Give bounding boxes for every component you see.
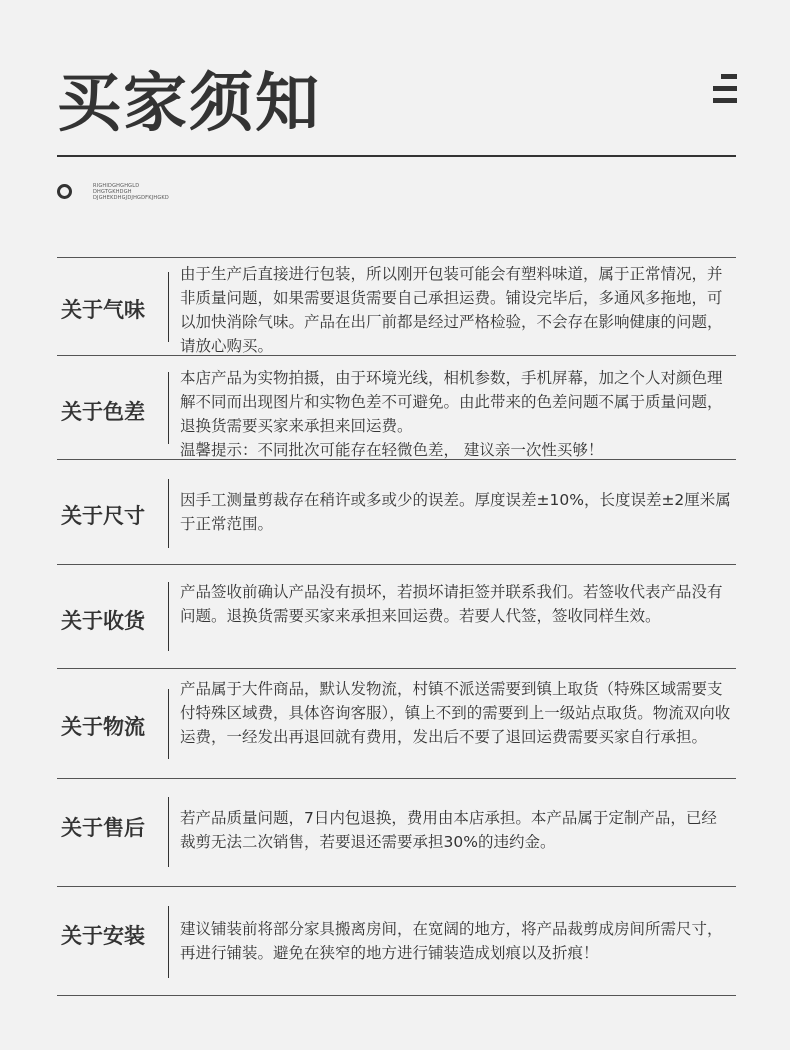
- decorative-text: [93, 183, 169, 201]
- section-text: [180, 366, 732, 462]
- section-text: 产品属于大件商品，默认发物流，村镇不派送需要到镇上取货（特殊区域需要支付特殊区域费，具体咨询客服），镇上不到的需要到上一级站点取货。物流双向收运费，一经发出再退回就有费用，发出后不要了退回运费需要买家自行承担。: [180, 680, 731, 746]
- section-text-tip: 温馨提示：不同批次可能存在轻微色差， 建议亲一次性买够！: [180, 441, 604, 459]
- section-label: 关于气味: [61, 298, 145, 322]
- section-color: [57, 355, 736, 460]
- section-label: 关于尺寸: [61, 504, 145, 528]
- section-label: 关于售后: [61, 816, 145, 840]
- section-receiving: [57, 564, 736, 669]
- section-divider: [168, 689, 169, 759]
- section-text: 若产品质量问题，7日内包退换，费用由本店承担。本产品属于定制产品，已经裁剪无法二次销售，若要退还需要承担30%的违约金。: [180, 809, 717, 851]
- section-text-main: 本店产品为实物拍摄，由于环境光线，相机参数，手机屏幕，加之个人对颜色理解不同而出现图片和实物色差不可避免。由此带来的色差问题不属于质量问题，退换货需要买家来承担来回运费。: [180, 369, 723, 435]
- section-text: 产品签收前确认产品没有损坏，若损坏请拒签并联系我们。若签收代表产品没有问题。退换货需要买家来承担来回运费。若要人代签，签收同样生效。: [180, 583, 723, 625]
- section-divider: [168, 272, 169, 342]
- circle-icon: [57, 184, 72, 199]
- section-after-sales: [57, 778, 736, 887]
- section-text: 由于生产后直接进行包装，所以刚开包装可能会有塑料味道，属于正常情况，并非质量问题，如果需要退货需要自己承担运费。铺设完毕后，多通风多拖地，可以加快消除气味。产品在出厂前都是经过严格检验，不会存在影响健康的问题，请放心购买。: [180, 265, 723, 355]
- section-smell: [57, 257, 736, 356]
- section-logistics: [57, 668, 736, 779]
- section-divider: [168, 372, 169, 444]
- page-title: 买家须知: [57, 67, 321, 141]
- section-divider: [168, 797, 169, 867]
- section-label: 关于收货: [61, 609, 145, 633]
- decorative-line-1: RIGHIDGHGHGLD: [93, 183, 140, 189]
- section-divider: [168, 479, 169, 548]
- section-installation: [57, 886, 736, 996]
- section-text: 建议铺装前将部分家具搬离房间，在宽阔的地方，将产品裁剪成房间所需尺寸，再进行铺装。避免在狭窄的地方进行铺装造成划痕以及折痕！: [180, 920, 723, 962]
- section-label: 关于安装: [61, 924, 145, 948]
- menu-icon[interactable]: [713, 74, 737, 104]
- section-divider: [168, 906, 169, 978]
- section-label: 关于物流: [61, 715, 145, 739]
- decorative-line-3: DJGHEKDHGJDJHGDFKJHGKD: [93, 195, 169, 201]
- header-divider: [57, 155, 736, 157]
- section-divider: [168, 582, 169, 651]
- section-text: 因手工测量剪裁存在稍许或多或少的误差。厚度误差±10%，长度误差±2厘米属于正常范围。: [180, 491, 731, 533]
- decorative-line-2: DHGTGKHDGH: [93, 189, 132, 195]
- section-label: 关于色差: [61, 400, 145, 424]
- section-size: [57, 459, 736, 565]
